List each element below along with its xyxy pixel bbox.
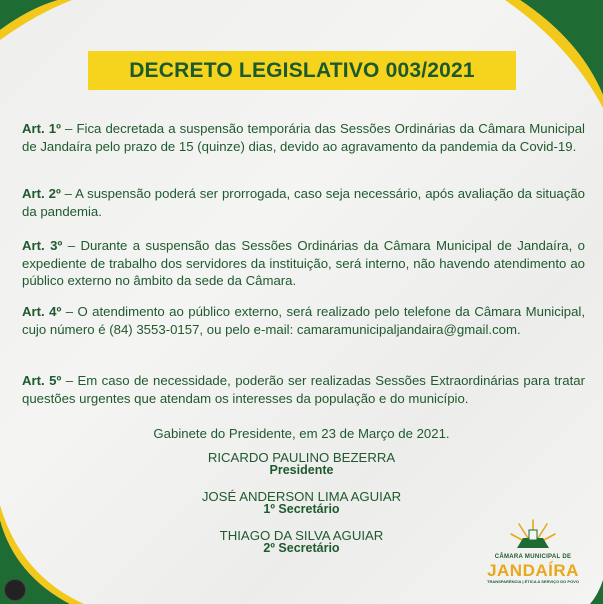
logo-name: CÂMARA MUNICIPAL DE bbox=[494, 554, 572, 560]
article-2-text: – A suspensão poderá ser prorrogada, caso seja necessário, após avaliação da situação da pandemia. bbox=[22, 186, 585, 219]
avatar[interactable] bbox=[4, 579, 26, 601]
sunburst-icon bbox=[483, 514, 583, 554]
decree-title: DECRETO LEGISLATIVO 003/2021 bbox=[129, 58, 475, 82]
article-5-text: – Em caso de necessidade, poderão ser realizadas Sessões Extraordinárias para tratar questões urgentes que atendam os interesses da população e do município. bbox=[22, 373, 586, 406]
title-banner bbox=[90, 53, 514, 88]
signature-3-role: 2º Secretário bbox=[263, 541, 340, 555]
article-5 bbox=[22, 372, 585, 407]
article-3-text: – Durante a suspensão das Sessões Ordinárias da Câmara Municipal de Jandaíra, o expediente de trabalho dos servidores da instituição, será interno, não havendo atendimento ao público externo no âmbito da sede da Câmara. bbox=[22, 238, 585, 289]
article-4 bbox=[22, 303, 585, 338]
article-3-label: Art. 3º bbox=[22, 238, 63, 253]
article-4-text: – O atendimento ao público externo, será realizado pelo telefone da Câmara Municipal, cujo número é (84) 3553-0157, ou pelo e-mail: camaramunicipaljandaira@gmail.com. bbox=[22, 304, 586, 337]
article-3 bbox=[22, 237, 585, 290]
logo-motto: TRANSPARÊNCIA | ÉTICA A SERVIÇO DO POVO bbox=[487, 579, 579, 584]
article-4-label: Art. 4º bbox=[22, 304, 62, 319]
article-1 bbox=[22, 120, 585, 155]
logo-city: JANDAÍRA bbox=[487, 561, 579, 580]
dateline: Gabinete do Presidente, em 23 de Março de 2021. bbox=[153, 426, 450, 441]
signature-2-name: JOSÉ ANDERSON LIMA AGUIAR bbox=[201, 489, 402, 504]
article-5-label: Art. 5º bbox=[22, 373, 62, 388]
signature-2-role: 1º Secretário bbox=[263, 502, 340, 516]
article-1-label: Art. 1º bbox=[22, 121, 61, 136]
signature-3-name: THIAGO DA SILVA AGUIAR bbox=[219, 528, 384, 543]
signature-1-name: RICARDO PAULINO BEZERRA bbox=[207, 450, 396, 465]
article-2 bbox=[22, 185, 585, 220]
article-2-label: Art. 2º bbox=[22, 186, 61, 201]
camara-logo bbox=[483, 514, 583, 586]
signature-1-role: Presidente bbox=[269, 463, 334, 477]
article-1-text: – Fica decretada a suspensão temporária das Sessões Ordinárias da Câmara Municipal de Jandaíra pelo prazo de 15 (quinze) dias, devido ao agravamento da pandemia da Covid-19. bbox=[22, 121, 585, 154]
